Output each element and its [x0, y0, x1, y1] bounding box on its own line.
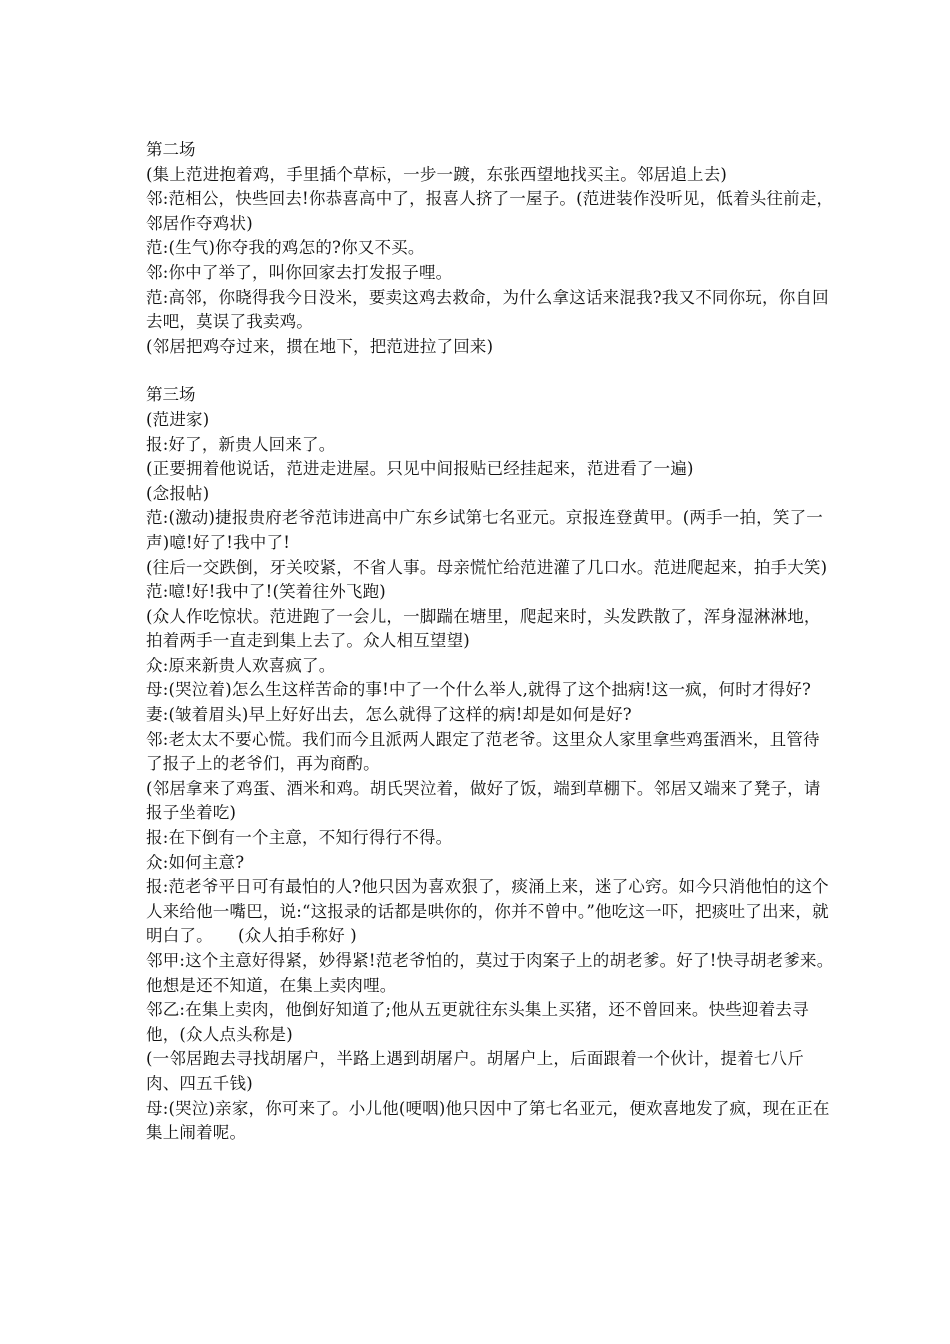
- script-line: (邻居拿来了鸡蛋、酒米和鸡。胡氏哭泣着，做好了饭，端到草棚下。邻居又端来了凳子，请报子坐着吃): [146, 778, 821, 823]
- scene-heading: 第二场: [146, 140, 196, 159]
- script-line: 范:高邻，你晓得我今日没米，要卖这鸡去救命，为什么拿这话来混我?我又不同你玩，你自回去吧，莫误了我卖鸡。: [146, 287, 829, 332]
- script-line: (邻居把鸡夺过来，掼在地下，把范进拉了回来): [146, 336, 494, 356]
- script-line: (众人作吃惊状。范进跑了一会儿，一脚踹在塘里，爬起来时，头发跌散了，浑身湿淋淋地，拍着两手一直走到集上去了。众人相互望望): [146, 606, 821, 651]
- script-line: (念报帖): [146, 483, 210, 503]
- script-line: (正要拥着他说话，范进走进屋。只见中间报贴已经挂起来，范进看了一遍): [146, 459, 694, 479]
- script-line: 报:范老爷平日可有最怕的人?他只因为喜欢狠了，痰涌上来，迷了心窍。如今只消他怕的这个人来给他一嘴巴，说:“这报录的话都是哄你的，你并不曾中。”他吃这一吓，把痰吐了出来，就明白了。 (众人拍手称好 ): [146, 877, 829, 946]
- script-line: 邻乙:在集上卖肉，他倒好知道了;他从五更就往东头集上买猪，还不曾回来。快些迎着去寻他，(众人点头称是): [146, 1000, 809, 1044]
- script-line: 众:原来新贵人欢喜疯了。: [146, 655, 336, 675]
- script-line: 范:噫!好!我中了!(笑着往外飞跑): [146, 582, 386, 602]
- script-line: 妻:(皱着眉头)早上好好出去，怎么就得了这样的病!却是如何是好?: [146, 705, 632, 725]
- script-line: 邻:范相公，快些回去!你恭喜高中了，报喜人挤了一屋子。(范进装作没听见，低着头往前走，邻居作夺鸡状): [146, 189, 834, 233]
- document-page: [146, 138, 836, 1146]
- scene-three: [146, 383, 836, 1145]
- script-line: 母:(哭泣)亲家，你可来了。小儿他(哽咽)他只因中了第七名亚元，便欢喜地发了疯，现在正在集上闹着呢。: [146, 1098, 830, 1143]
- script-line: 邻:你中了举了，叫你回家去打发报子哩。: [146, 262, 453, 282]
- script-line: 邻:老太太不要心慌。我们而今且派两人跟定了范老爷。这里众人家里拿些鸡蛋酒米，且管待了报子上的老爷们，再为商酌。: [146, 729, 820, 774]
- script-line: (往后一交跌倒，牙关咬紧，不省人事。母亲慌忙给范进灌了几口水。范进爬起来，拍手大笑): [146, 557, 828, 577]
- script-line: 报:好了，新贵人回来了。: [146, 434, 336, 454]
- script-line: 众:如何主意?: [146, 852, 245, 872]
- script-line: (一邻居跑去寻找胡屠户，半路上遇到胡屠户。胡屠户上，后面跟着一个伙计，提着七八斤肉、四五千钱): [146, 1049, 804, 1093]
- scene-heading: 第三场: [146, 385, 196, 405]
- script-line: 邻甲:这个主意好得紧，妙得紧!范老爷怕的，莫过于肉案子上的胡老爹。好了!快寻胡老爹来。他想是还不知道，在集上卖肉哩。: [146, 951, 834, 995]
- script-line: 范:(激动)捷报贵府老爷范讳进高中广东乡试第七名亚元。京报连登黄甲。(两手一拍，笑了一声)噫!好了!我中了!: [146, 508, 823, 552]
- script-line: (集上范进抱着鸡，手里插个草标，一步一踱，东张西望地找买主。邻居追上去): [146, 164, 728, 184]
- script-line: 范:(生气)你夺我的鸡怎的?你又不买。: [146, 238, 425, 258]
- script-line: (范进家): [146, 409, 210, 429]
- script-line: 母:(哭泣着)怎么生这样苦命的事!中了一个什么举人,就得了这个拙病!这一疯，何时才得好?: [146, 680, 812, 700]
- scene-two: [146, 138, 836, 359]
- script-line: 报:在下倒有一个主意，不知行得行不得。: [146, 828, 453, 848]
